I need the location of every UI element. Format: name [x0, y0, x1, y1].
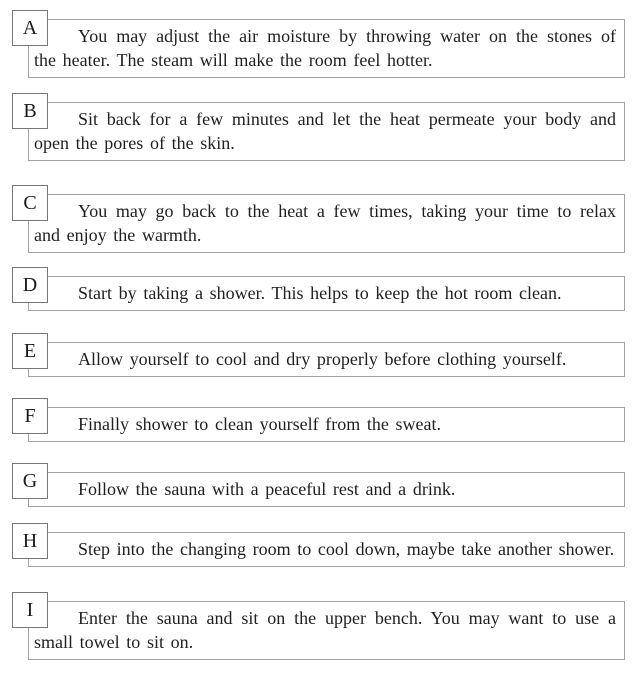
option-item-i: [12, 592, 625, 660]
option-item-g: [12, 463, 625, 507]
option-letter-label: H: [22, 530, 38, 552]
option-letter-label: D: [22, 274, 38, 296]
option-text-box: [28, 342, 625, 377]
option-letter-box: [12, 185, 48, 221]
option-letter-label: A: [22, 17, 38, 39]
option-text-box: [28, 102, 625, 161]
option-text: Enter the sauna and sit on the upper bench. You may want to use a small towel to sit on.: [34, 608, 616, 652]
option-item-h: [12, 523, 625, 567]
option-text: Start by taking a shower. This helps to keep the hot room clean.: [78, 283, 562, 303]
option-text-box: [28, 19, 625, 78]
option-text-box: [28, 532, 625, 567]
option-letter-label: I: [26, 599, 34, 621]
option-letter-label: C: [23, 192, 37, 214]
option-item-c: [12, 185, 625, 253]
option-letter-box: [12, 592, 48, 628]
option-item-f: [12, 398, 625, 442]
option-text-box: [28, 472, 625, 507]
option-text-box: [28, 194, 625, 253]
option-letter-label: B: [23, 100, 37, 122]
option-letter-box: [12, 333, 48, 369]
option-letter-label: F: [24, 405, 36, 427]
option-letter-box: [12, 267, 48, 303]
option-letter-box: [12, 93, 48, 129]
option-text: Sit back for a few minutes and let the heat permeate your body and open the pores of the skin.: [34, 109, 616, 153]
option-letter-label: E: [23, 340, 37, 362]
option-text: Allow yourself to cool and dry properly before clothing yourself.: [78, 349, 567, 369]
option-letter-box: [12, 463, 48, 499]
option-letter-label: G: [22, 470, 38, 492]
option-item-a: [12, 10, 625, 78]
option-text: You may adjust the air moisture by throwing water on the stones of the heater. The steam will make the room feel hotter.: [34, 26, 616, 70]
option-text-box: [28, 407, 625, 442]
option-letter-box: [12, 523, 48, 559]
option-text-box: [28, 276, 625, 311]
option-text: Step into the changing room to cool down, maybe take another shower.: [78, 539, 615, 559]
option-text: Finally shower to clean yourself from the sweat.: [78, 414, 442, 434]
option-text: Follow the sauna with a peaceful rest and a drink.: [78, 479, 456, 499]
option-item-d: [12, 267, 625, 311]
option-text: You may go back to the heat a few times, taking your time to relax and enjoy the warmth.: [34, 201, 616, 245]
option-item-e: [12, 333, 625, 377]
option-letter-box: [12, 398, 48, 434]
option-letter-box: [12, 10, 48, 46]
option-item-b: [12, 93, 625, 161]
option-text-box: [28, 601, 625, 660]
